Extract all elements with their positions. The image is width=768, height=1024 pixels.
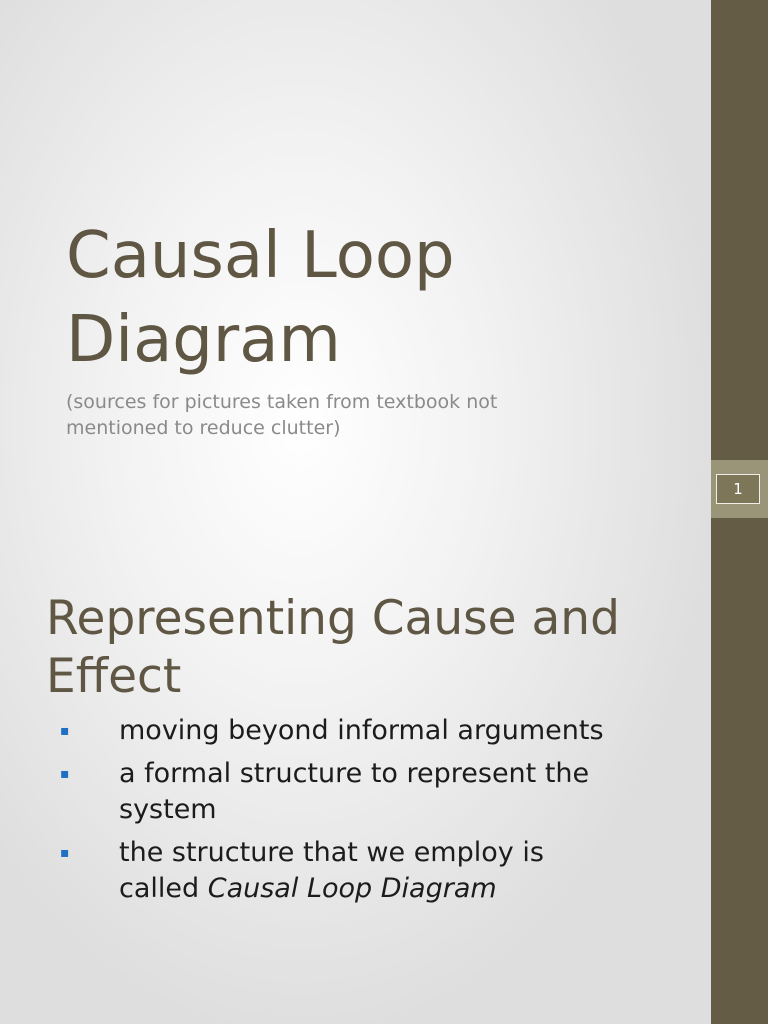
bullet-item bbox=[60, 835, 700, 907]
slide-sidebar bbox=[711, 0, 768, 1024]
content-slide bbox=[0, 530, 711, 1024]
page-number-band bbox=[711, 460, 768, 518]
bullet-list bbox=[60, 713, 700, 914]
bullet-square-icon: ▪ bbox=[60, 723, 70, 739]
slide-title bbox=[66, 214, 666, 382]
bullet-text-line-1: the structure that we employ is bbox=[119, 837, 544, 868]
content-title-line-1: Representing Cause and bbox=[46, 591, 620, 646]
bullet-text-line-2-prefix: called bbox=[119, 873, 208, 904]
page-number: 1 bbox=[716, 474, 760, 504]
bullet-square-icon: ▪ bbox=[60, 766, 70, 782]
bullet-square-icon: ▪ bbox=[60, 845, 70, 861]
slide-subtitle bbox=[66, 389, 626, 441]
bullet-item bbox=[60, 756, 700, 828]
bullet-text-line-1: a formal structure to represent the bbox=[119, 758, 590, 789]
bullet-text-emphasis: Causal Loop Diagram bbox=[207, 873, 497, 904]
slide-subtitle-line-2: mentioned to reduce clutter) bbox=[66, 417, 341, 439]
slide-title-line-1: Causal Loop bbox=[66, 219, 455, 293]
bullet-text bbox=[119, 713, 604, 749]
bullet-text-line-1: moving beyond informal arguments bbox=[119, 715, 604, 746]
content-slide-title bbox=[46, 590, 686, 706]
content-title-line-2: Effect bbox=[46, 649, 182, 704]
bullet-text bbox=[119, 835, 544, 907]
slide-title-line-2: Diagram bbox=[66, 303, 341, 377]
slide-subtitle-line-1: (sources for pictures taken from textbook not bbox=[66, 391, 498, 413]
title-slide bbox=[0, 0, 711, 530]
bullet-text bbox=[119, 756, 589, 828]
bullet-item bbox=[60, 713, 700, 749]
bullet-text-line-2: system bbox=[119, 794, 217, 825]
